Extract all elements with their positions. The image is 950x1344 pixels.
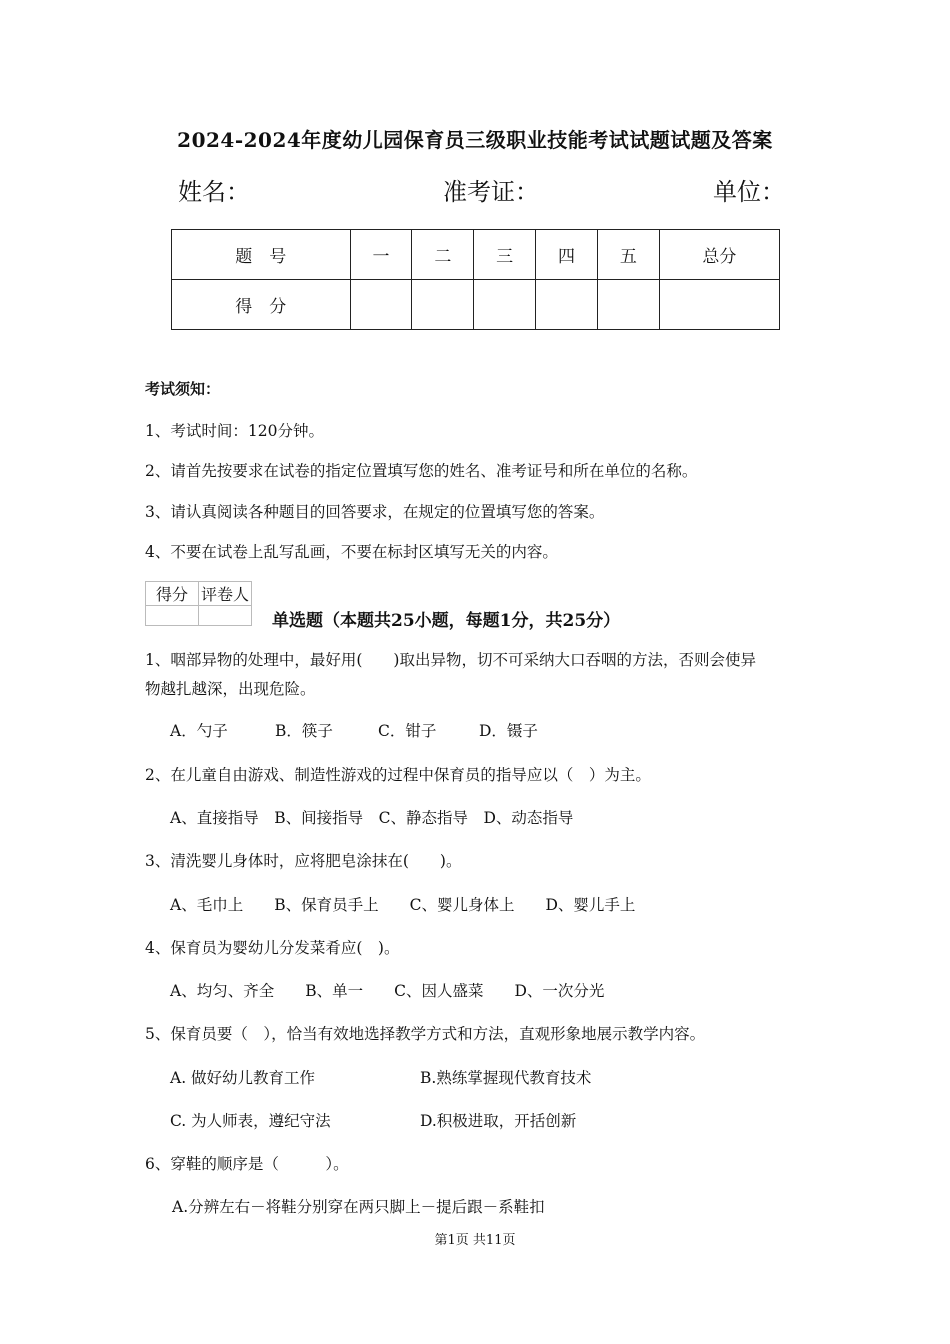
exam-id-label: 准考证： bbox=[443, 178, 539, 206]
option-b: B．筷子 bbox=[275, 722, 333, 740]
document-title: 2024-2024年度幼儿园保育员三级职业技能考试试题试题及答案 bbox=[177, 128, 773, 152]
notice-title: 考试须知： bbox=[145, 380, 221, 398]
notice-item: 4、不要在试卷上乱写乱画，不要在标封区填写无关的内容。 bbox=[145, 543, 558, 561]
unit-label: 单位： bbox=[713, 178, 785, 206]
header-cell: 五 bbox=[597, 230, 659, 280]
option-d: D.积极进取，开括创新 bbox=[420, 1112, 577, 1130]
grader-score-cell bbox=[146, 606, 199, 626]
notice-item: 1、考试时间：120分钟。 bbox=[145, 422, 324, 440]
header-cell: 题 号 bbox=[172, 230, 351, 280]
option-a: A.分辨左右－将鞋分别穿在两只脚上－提后跟－系鞋扣 bbox=[172, 1198, 545, 1216]
score-cell bbox=[474, 280, 536, 330]
option-a: A. 做好幼儿教育工作 bbox=[170, 1069, 316, 1087]
score-cell bbox=[597, 280, 659, 330]
section-title: 单选题（本题共25小题，每题1分，共25分） bbox=[272, 611, 621, 631]
grader-box bbox=[145, 581, 252, 626]
grader-score-label: 得分 bbox=[146, 582, 199, 606]
option-c: C．钳子 bbox=[378, 722, 437, 740]
question-2: 2、在儿童自由游戏、制造性游戏的过程中保育员的指导应以（ ）为主。 bbox=[145, 766, 651, 784]
question-4-options: A、均匀、齐全 B、单一 C、因人盛菜 D、一次分光 bbox=[170, 982, 605, 1000]
question-1-continued: 物越扎越深，出现危险。 bbox=[145, 680, 316, 698]
score-cell bbox=[659, 280, 779, 330]
option-b: B.熟练掌握现代教育技术 bbox=[420, 1069, 592, 1087]
question-3-options: A、毛巾上 B、保育员手上 C、婴儿身体上 D、婴儿手上 bbox=[170, 896, 636, 914]
option-a: A．勺子 bbox=[170, 722, 228, 740]
name-label: 姓名： bbox=[178, 178, 250, 206]
score-table-header-row bbox=[172, 230, 780, 280]
question-6: 6、穿鞋的顺序是（ ）。 bbox=[145, 1155, 349, 1173]
header-cell: 总分 bbox=[659, 230, 779, 280]
grader-name-cell bbox=[199, 606, 252, 626]
score-table bbox=[171, 229, 780, 330]
question-5: 5、保育员要（ ），恰当有效地选择教学方式和方法，直观形象地展示教学内容。 bbox=[145, 1025, 706, 1043]
header-cell: 一 bbox=[350, 230, 412, 280]
header-cell: 四 bbox=[536, 230, 598, 280]
score-label-cell: 得 分 bbox=[172, 280, 351, 330]
question-2-options: A、直接指导 B、间接指导 C、静态指导 D、动态指导 bbox=[170, 809, 574, 827]
header-cell: 三 bbox=[474, 230, 536, 280]
question-4: 4、保育员为婴幼儿分发菜肴应( )。 bbox=[145, 939, 400, 957]
notice-item: 2、请首先按要求在试卷的指定位置填写您的姓名、准考证号和所在单位的名称。 bbox=[145, 462, 698, 480]
page-footer: 第1页 共11页 bbox=[434, 1233, 516, 1248]
option-d: D．镊子 bbox=[479, 722, 538, 740]
score-cell bbox=[536, 280, 598, 330]
question-3: 3、清洗婴儿身体时，应将肥皂涂抹在( )。 bbox=[145, 852, 462, 870]
header-cell: 二 bbox=[412, 230, 474, 280]
question-1: 1、咽部异物的处理中，最好用( )取出异物，切不可采纳大口吞咽的方法，否则会使异 bbox=[145, 651, 756, 669]
score-cell bbox=[350, 280, 412, 330]
option-c: C. 为人师表，遵纪守法 bbox=[170, 1112, 331, 1130]
score-cell bbox=[412, 280, 474, 330]
score-table-score-row bbox=[172, 280, 780, 330]
notice-item: 3、请认真阅读各种题目的回答要求，在规定的位置填写您的答案。 bbox=[145, 503, 605, 521]
grader-name-label: 评卷人 bbox=[199, 582, 252, 606]
